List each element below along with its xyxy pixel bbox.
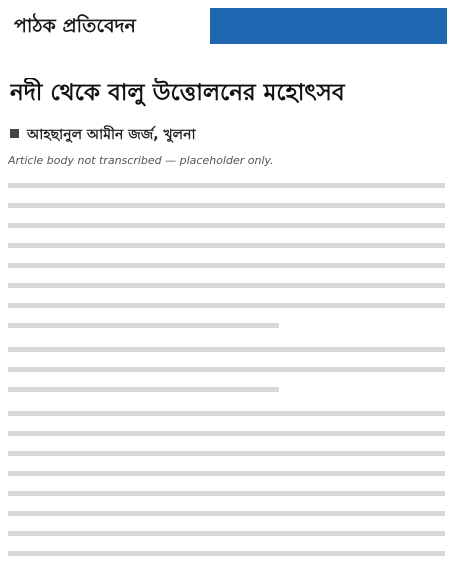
placeholder-line bbox=[8, 463, 445, 483]
byline-square-icon bbox=[10, 129, 19, 138]
placeholder-line bbox=[8, 175, 445, 195]
placeholder-line bbox=[8, 195, 445, 215]
article-headline: নদী থেকে বালু উত্তোলনের মহোৎসব bbox=[10, 80, 345, 106]
placeholder-line bbox=[8, 215, 445, 235]
section-header bbox=[6, 8, 447, 44]
article-paragraph bbox=[8, 403, 445, 565]
placeholder-line bbox=[8, 483, 445, 503]
body-paragraphs bbox=[8, 175, 445, 565]
placeholder-line bbox=[8, 235, 445, 255]
placeholder-line bbox=[8, 275, 445, 295]
article-body bbox=[8, 153, 445, 565]
placeholder-line bbox=[8, 359, 445, 379]
placeholder-line bbox=[8, 403, 445, 423]
placeholder-line bbox=[8, 523, 445, 543]
placeholder-line bbox=[8, 503, 445, 523]
section-title: পাঠক প্রতিবেদন bbox=[14, 15, 136, 37]
placeholder-line bbox=[8, 315, 445, 335]
placeholder-line bbox=[8, 295, 445, 315]
placeholder-line bbox=[8, 563, 445, 565]
article-paragraph bbox=[8, 339, 445, 399]
placeholder-line bbox=[8, 423, 445, 443]
article-byline bbox=[10, 124, 443, 146]
placeholder-line bbox=[8, 339, 445, 359]
placeholder-line bbox=[8, 443, 445, 463]
placeholder-line bbox=[8, 379, 445, 399]
section-color-bar bbox=[210, 8, 447, 44]
placeholder-line bbox=[8, 255, 445, 275]
byline-text: আহছানুল আমীন জর্জ, খুলনা bbox=[27, 127, 196, 143]
placeholder-line bbox=[8, 543, 445, 563]
article-paragraph bbox=[8, 175, 445, 335]
body-note: Article body not transcribed — placeholder only. bbox=[8, 154, 274, 167]
